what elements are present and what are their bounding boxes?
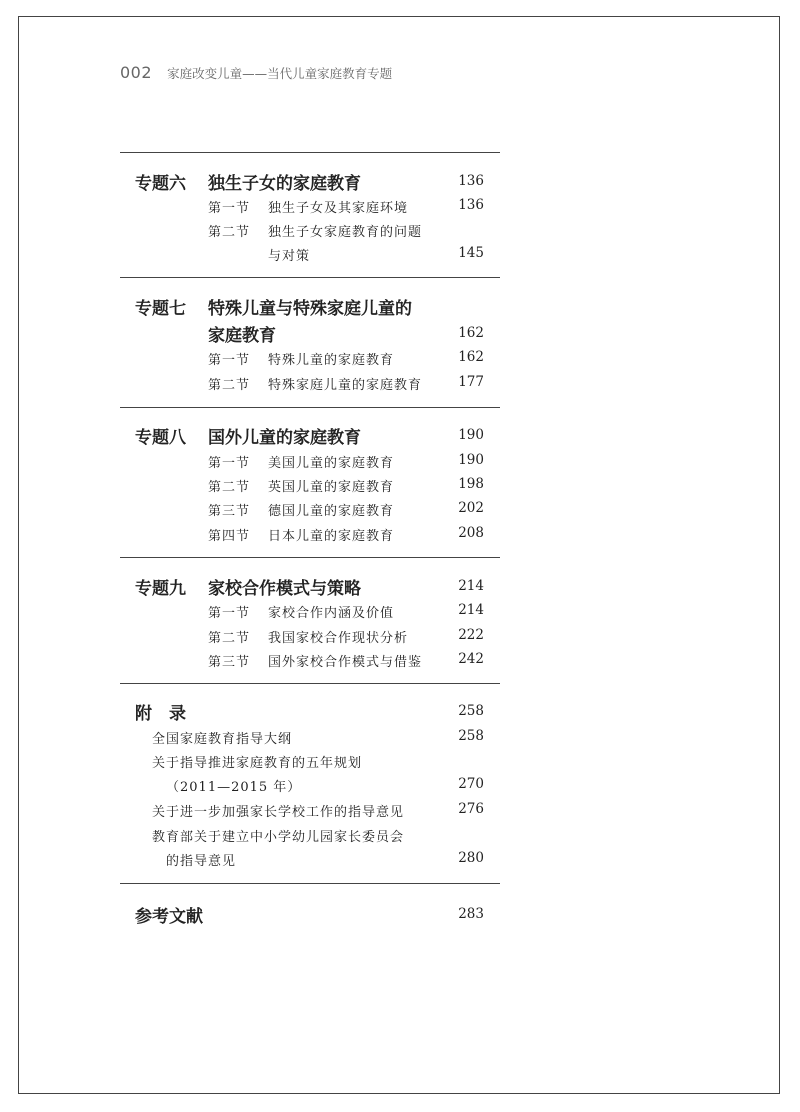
section-divider [120, 277, 500, 278]
t8-s3-page: 202 [458, 500, 484, 516]
t6-s1-page: 136 [458, 197, 484, 213]
t8-s3-label: 第三节 [208, 504, 251, 519]
running-header [120, 63, 392, 83]
appendix-item-4-page: 280 [458, 850, 484, 866]
t7-s1-label: 第一节 [208, 353, 251, 368]
appendix-item-4-title-line2[interactable]: 的指导意见 [166, 854, 237, 869]
topic-6-page: 136 [458, 173, 484, 189]
t6-s1-label: 第一节 [208, 201, 251, 216]
t9-s2-page: 222 [458, 627, 484, 643]
topic-9-title[interactable]: 家校合作模式与策略 [208, 579, 361, 599]
t7-s2-label: 第二节 [208, 378, 251, 393]
t8-s2-label: 第二节 [208, 480, 251, 495]
section-divider [120, 407, 500, 408]
appendix-item-2-title-line1[interactable]: 关于指导推进家庭教育的五年规划 [152, 756, 363, 771]
appendix-item-1-title[interactable]: 全国家庭教育指导大纲 [152, 732, 293, 747]
t7-s2-title[interactable]: 特殊家庭儿童的家庭教育 [268, 378, 423, 393]
header-page-number: 002 [120, 63, 153, 82]
section-divider [120, 683, 500, 684]
references-page: 283 [458, 906, 484, 922]
appendix-page: 258 [458, 703, 484, 719]
t8-s2-page: 198 [458, 476, 484, 492]
t6-s2-title-line1[interactable]: 独生子女家庭教育的问题 [268, 225, 423, 240]
t8-s4-label: 第四节 [208, 529, 251, 544]
topic-6-title[interactable]: 独生子女的家庭教育 [208, 174, 361, 194]
t8-s1-page: 190 [458, 452, 484, 468]
t8-s4-page: 208 [458, 525, 484, 541]
t9-s2-title[interactable]: 我国家校合作现状分析 [268, 631, 409, 646]
topic-8-label[interactable]: 专题八 [135, 428, 186, 448]
t6-s2-page: 145 [458, 245, 484, 261]
t7-s2-page: 177 [458, 374, 484, 390]
t9-s3-label: 第三节 [208, 655, 251, 670]
t8-s1-label: 第一节 [208, 456, 251, 471]
topic-8-page: 190 [458, 427, 484, 443]
t9-s1-title[interactable]: 家校合作内涵及价值 [268, 606, 395, 621]
appendix-item-3-title[interactable]: 关于进一步加强家长学校工作的指导意见 [152, 805, 405, 820]
t9-s3-title[interactable]: 国外家校合作模式与借鉴 [268, 655, 423, 670]
topic-7-title-line2[interactable]: 家庭教育 [208, 326, 276, 346]
t6-s2-title-line2[interactable]: 与对策 [268, 249, 311, 264]
topic-7-page: 162 [458, 325, 484, 341]
t6-s2-label: 第二节 [208, 225, 251, 240]
t9-s2-label: 第二节 [208, 631, 251, 646]
t6-s1-title[interactable]: 独生子女及其家庭环境 [268, 201, 409, 216]
header-book-title: 家庭改变儿童——当代儿童家庭教育专题 [167, 66, 393, 81]
topic-6-label[interactable]: 专题六 [135, 174, 186, 194]
topic-8-title[interactable]: 国外儿童的家庭教育 [208, 428, 361, 448]
appendix-item-3-page: 276 [458, 801, 484, 817]
section-divider [120, 557, 500, 558]
section-divider [120, 152, 500, 153]
t9-s1-page: 214 [458, 602, 484, 618]
t9-s1-label: 第一节 [208, 606, 251, 621]
t8-s2-title[interactable]: 英国儿童的家庭教育 [268, 480, 395, 495]
appendix-label[interactable]: 附 录 [135, 704, 186, 724]
appendix-item-2-title-line2[interactable]: （2011—2015 年） [166, 780, 302, 795]
t8-s3-title[interactable]: 德国儿童的家庭教育 [268, 504, 395, 519]
topic-9-label[interactable]: 专题九 [135, 579, 186, 599]
t7-s1-title[interactable]: 特殊儿童的家庭教育 [268, 353, 395, 368]
t7-s1-page: 162 [458, 349, 484, 365]
t8-s1-title[interactable]: 美国儿童的家庭教育 [268, 456, 395, 471]
t9-s3-page: 242 [458, 651, 484, 667]
section-divider [120, 883, 500, 884]
appendix-item-1-page: 258 [458, 728, 484, 744]
appendix-item-2-page: 270 [458, 776, 484, 792]
topic-7-label[interactable]: 专题七 [135, 299, 186, 319]
appendix-item-4-title-line1[interactable]: 教育部关于建立中小学幼儿园家长委员会 [152, 830, 405, 845]
topic-9-page: 214 [458, 578, 484, 594]
topic-7-title-line1[interactable]: 特殊儿童与特殊家庭儿童的 [208, 299, 412, 319]
page-border [18, 16, 780, 1094]
t8-s4-title[interactable]: 日本儿童的家庭教育 [268, 529, 395, 544]
references-label[interactable]: 参考文献 [135, 907, 203, 927]
